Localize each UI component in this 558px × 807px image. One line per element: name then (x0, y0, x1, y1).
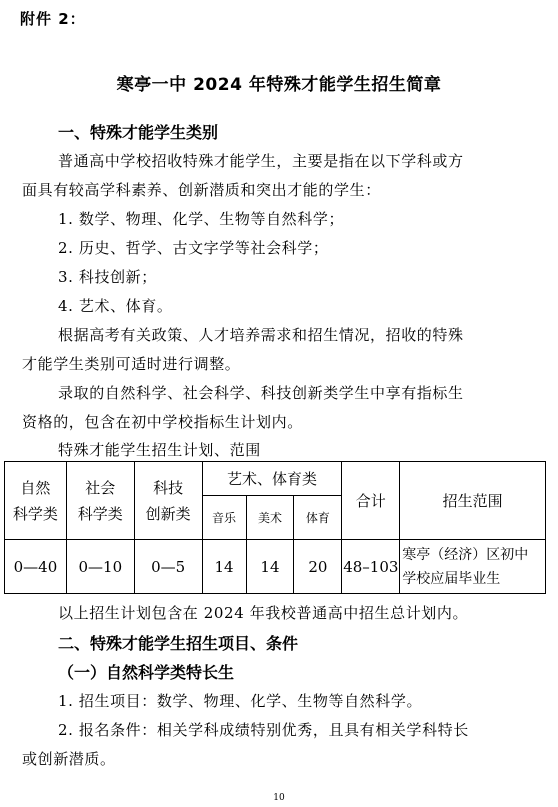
annex-label: 附件 2： (20, 10, 86, 28)
after-table-note: 以上招生计划包含在 2024 年我校普通高中招生总计划内。 (58, 604, 469, 622)
document-title: 寒亭一中 2024 年特殊才能学生招生简章 (116, 75, 442, 95)
category-item-3: 3. 科技创新； (58, 268, 157, 286)
section1-intro-line1: 普通高中学校招收特殊才能学生，主要是指在以下学科或方 (58, 152, 464, 170)
header-natural-science: 自然 科学类 (5, 462, 67, 540)
value-social-science: 0—10 (66, 540, 134, 594)
table-caption: 特殊才能学生招生计划、范围 (58, 441, 261, 459)
header-social-science: 社会 科学类 (66, 462, 134, 540)
section1-intro-line2: 面具有较高学科素养、创新潜质和突出才能的学生： (22, 181, 381, 199)
value-total: 48–103 (342, 540, 400, 594)
section2-item1: 1. 招生项目：数学、物理、化学、生物等自然科学。 (58, 692, 423, 710)
header-total: 合计 (342, 462, 400, 540)
section1-heading: 一、特殊才能学生类别 (58, 123, 219, 142)
header-arts-sports: 艺术、体育类 (202, 462, 342, 496)
value-tech-innovation: 0—5 (134, 540, 202, 594)
value-scope: 寒亭（经济）区初中 学校应届毕业生 (400, 540, 546, 594)
value-music: 14 (202, 540, 246, 594)
value-fine-arts: 14 (246, 540, 294, 594)
quota-line2: 资格的，包含在初中学校指标生计划内。 (22, 413, 303, 431)
header-fine-arts: 美术 (246, 496, 294, 540)
page-number: 10 (273, 793, 285, 803)
section2-item2-line2: 或创新潜质。 (22, 750, 116, 768)
section2-subheading: （一）自然科学类特长生 (58, 663, 235, 682)
adjust-line2: 才能学生类别可适时进行调整。 (22, 355, 241, 373)
header-sports: 体育 (294, 496, 342, 540)
header-scope: 招生范围 (400, 462, 546, 540)
category-item-4: 4. 艺术、体育。 (58, 297, 173, 315)
value-sports: 20 (294, 540, 342, 594)
header-music: 音乐 (202, 496, 246, 540)
value-natural-science: 0—40 (5, 540, 67, 594)
enrollment-plan-table (4, 461, 546, 594)
category-item-1: 1. 数学、物理、化学、生物等自然科学； (58, 210, 345, 228)
section2-item2-line1: 2. 报名条件：相关学科成绩特别优秀，且具有相关学科特长 (58, 721, 469, 739)
header-tech-innovation: 科技 创新类 (134, 462, 202, 540)
category-item-2: 2. 历史、哲学、古文字学等社会科学； (58, 239, 329, 257)
quota-line1: 录取的自然科学、社会科学、科技创新类学生中享有指标生 (58, 384, 464, 402)
table-row (5, 540, 546, 594)
adjust-line1: 根据高考有关政策、人才培养需求和招生情况，招收的特殊 (58, 326, 464, 344)
section2-heading: 二、特殊才能学生招生项目、条件 (58, 634, 299, 653)
